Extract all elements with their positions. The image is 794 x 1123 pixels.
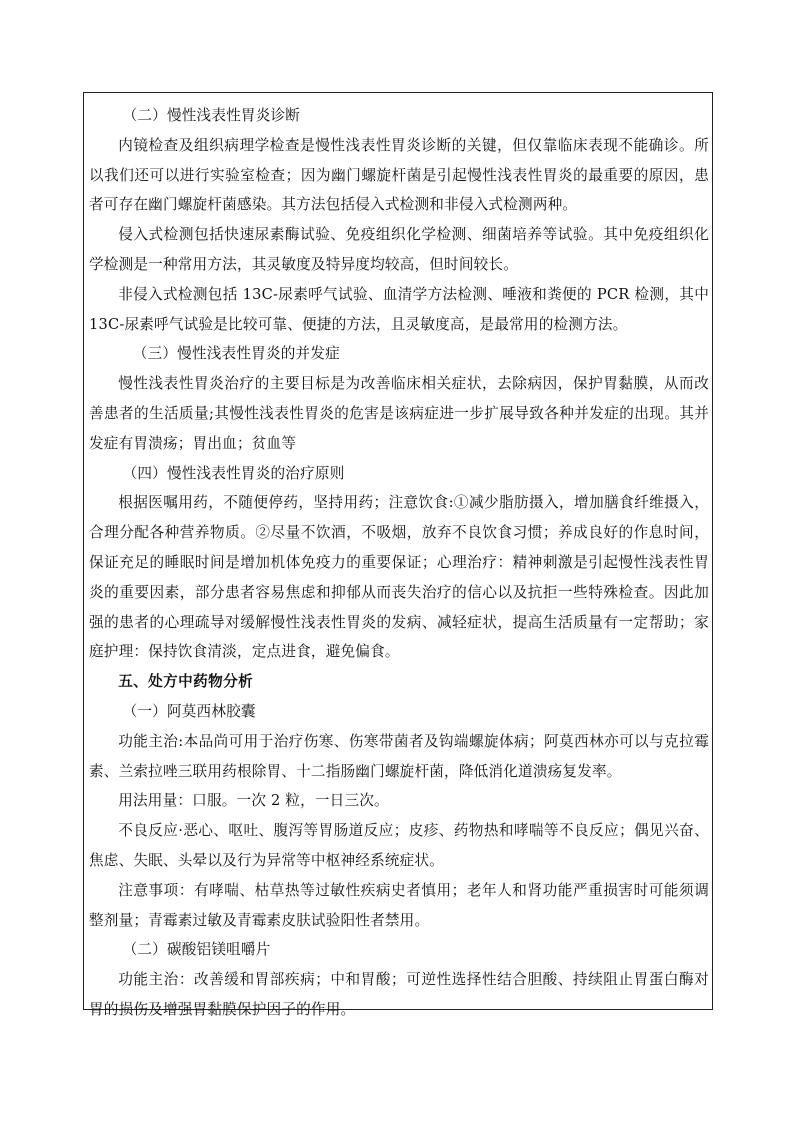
section-heading-complications: （三）慢性浅表性胃炎的并发症: [132, 345, 340, 363]
section-heading-diagnosis: （二）慢性浅表性胃炎诊断: [122, 107, 301, 124]
paragraph: 慢性浅表性胃炎治疗的主要目标是为改善临床相关症状，去除病因，保护胃黏膜，从而改善患者的生活质量;其慢性浅表性胃炎的危害是该病症进一步扩展导致各种并发症的出现。其并发症有胃溃疡；胃出血；贫血等: [89, 375, 709, 452]
chapter-heading-drug-analysis: 五、处方中药物分析: [118, 673, 254, 691]
paragraph: 功能主治:本品尚可用于治疗伤寒、伤寒带菌者及钩端螺旋体病；阿莫西林亦可以与克拉霉素、兰索拉唑三联用药根除胃、十二指肠幽门螺旋杆菌，降低消化道溃疡复发率。: [89, 732, 709, 780]
paragraph: 功能主治：改善缓和胃部疾病；中和胃酸；可逆性选择性结合胆酸、持续阻止胃蛋白酶对胃的损伤及增强胃黏膜保护因子的作用。: [89, 971, 709, 1018]
document-body: [89, 101, 709, 1025]
section-heading-hydrotalcite: （二）碳酸铝镁咀嚼片: [122, 941, 271, 959]
paragraph: 侵入式检测包括快速尿素酶试验、免疫组织化学检测、细菌培养等试验。其中免疫组织化学检测是一种常用方法，其灵敏度及特异度均较高，但时间较长。: [89, 226, 709, 273]
section-heading-treatment: （四）慢性浅表性胃炎的治疗原则: [122, 464, 345, 482]
paragraph: 根据医嘱用药，不随便停药，坚持用药；注意饮食:①减少脂肪摄入，增加膳食纤维摄入，合理分配各种营养物质。②尽量不饮酒，不吸烟，放弃不良饮食习惯；养成良好的作息时间，保证充足的睡眠时间是增加机体免疫力的重要保证；心理治疗：精神刺激是引起慢性浅表性胃炎的重要因素，部分患者容易焦虑和抑郁从而丧失治疗的信心以及抗拒一些特殊检查。因此加强的患者的心理疏导对缓解慢性浅表性胃炎的发病、减轻症状，提高生活质量有一定帮助；家庭护理：保持饮食清淡，定点进食，避免偏食。: [89, 494, 709, 661]
paragraph: 用法用量：口服。一次 2 粒，一日三次。: [118, 792, 389, 810]
paragraph: 注意事项：有哮喘、枯草热等过敏性疾病史者慎用；老年人和肾功能严重损害时可能须调整剂量；青霉素过敏及青霉素皮肤试验阳性者禁用。: [89, 881, 709, 929]
paragraph: 非侵入式检测包括 13C-尿素呼气试验、血清学方法检测、唾液和粪便的 PCR 检测，其中 13C-尿素呼气试验是比较可靠、便捷的方法，且灵敏度高，是最常用的检测方法。: [89, 285, 709, 333]
paragraph: 内镜检查及组织病理学检查是慢性浅表性胃炎诊断的关键，但仅靠临床表现不能确诊。所以我们还可以进行实验室检查；因为幽门螺旋杆菌是引起慢性浅表性胃炎的最重要的原因，患者可存在幽门螺旋杆菌感染。其方法包括侵入式检测和非侵入式检测两种。: [89, 136, 709, 214]
paragraph: 不良反应·恶心、呕吐、腹泻等胃肠道反应；皮疹、药物热和哮喘等不良反应；偶见兴奋、焦虑、失眠、头晕以及行为异常等中枢神经系统症状。: [89, 822, 709, 869]
section-heading-amoxicillin: （一）阿莫西林胶囊: [122, 702, 256, 720]
